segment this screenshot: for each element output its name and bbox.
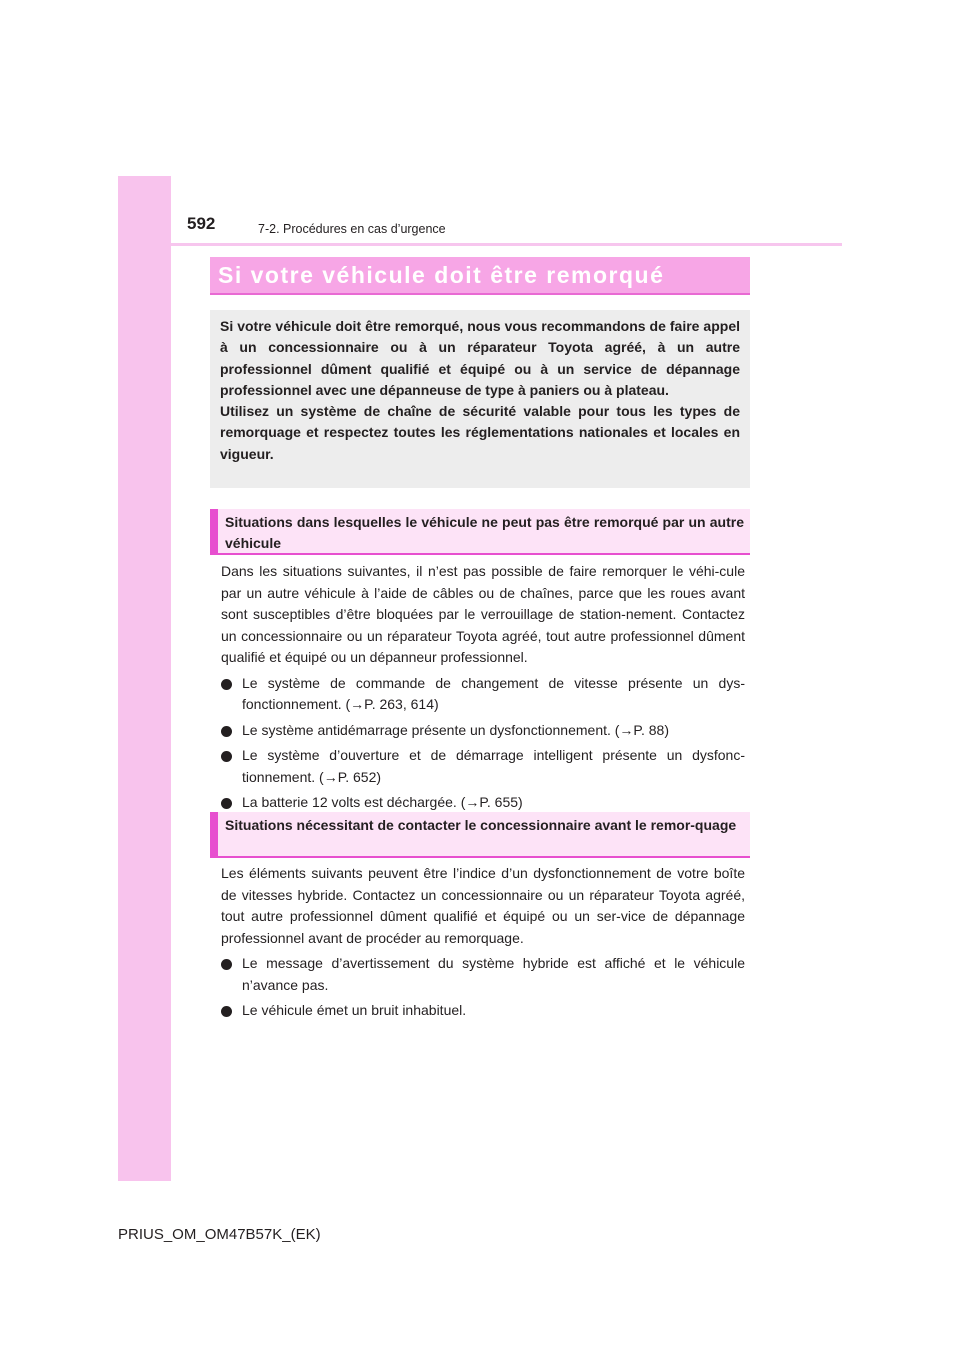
list-item: [221, 745, 745, 788]
bullet-icon: [221, 726, 232, 737]
section-2-paragraph: Les éléments suivants peuvent être l’indice d’un dysfonctionnement de votre boîte de vitesses hybride. Contactez un concessionnaire ou un réparateur Toyota agréé, tout autre professionnel dûment qualifié et équipé ou un ser-vice de dépannage professionnel avant de procéder au remorquage.: [221, 865, 745, 946]
intro-box: [210, 310, 750, 488]
title-bar: [210, 257, 750, 295]
section-2-bullet-list: [221, 953, 745, 1022]
page-title: Si votre véhicule doit être remorqué: [218, 262, 665, 288]
list-item: [221, 792, 745, 814]
intro-paragraph-1: Si votre véhicule doit être remorqué, nous vous recommandons de faire appel à un concessionnaire ou à un réparateur Toyota agréé, à un autre professionnel dûment qualifié et équipé ou à un service de dépannage professionnel avec une dépanneuse de type à paniers ou à plateau.: [220, 318, 740, 398]
list-item-text: Le véhicule émet un bruit inhabituel.: [242, 1002, 467, 1018]
list-item-text: Le système d’ouverture et de démarrage intelligent présente un dysfonc-tionnement. (→P. 652): [242, 747, 745, 785]
bullet-icon: [221, 959, 232, 970]
list-item-text: Le système antidémarrage présente un dysfonctionnement. (→P. 88): [242, 721, 669, 738]
bullet-icon: [221, 679, 232, 690]
list-item: [221, 673, 745, 716]
section-heading-2-text: Situations nécessitant de contacter le concessionnaire avant le remor-quage: [225, 817, 737, 833]
list-item-text: Le système de commande de changement de vitesse présente un dys-fonctionnement. (→P. 263, 614): [242, 674, 745, 712]
page-number: 592: [187, 214, 216, 233]
chapter-side-tab: [118, 176, 171, 1181]
section-heading-1: [210, 509, 750, 555]
section-1-body: [221, 561, 745, 818]
bullet-icon: [221, 751, 232, 762]
section-2-body: [221, 863, 745, 1026]
header-divider: [171, 243, 842, 246]
bullet-icon: [221, 798, 232, 809]
list-item-text: Le message d’avertissement du système hybride est affiché et le véhicule n’avance pas.: [242, 955, 745, 993]
bullet-icon: [221, 1006, 232, 1017]
intro-paragraph-2: Utilisez un système de chaîne de sécurité valable pour tous les types de remorquage et respectez toutes les réglementations nationales et locales en vigueur.: [220, 403, 740, 462]
section-heading-1-text: Situations dans lesquelles le véhicule ne peut pas être remorqué par un autre véhicule: [225, 514, 744, 551]
section-label: 7-2. Procédures en cas d’urgence: [258, 222, 446, 236]
list-item: [221, 720, 745, 742]
list-item: [221, 953, 745, 996]
section-1-bullet-list: [221, 673, 745, 814]
section-1-paragraph: Dans les situations suivantes, il n’est pas possible de faire remorquer le véhi-cule par un autre véhicule à l’aide de câbles ou de chaînes, parce que les roues avant sont susceptibles d’être bloquées par le verrouillage de station-nement. Contactez un concessionnaire ou un réparateur Toyota agréé, tout autre professionnel dûment qualifié et équipé ou un dépanneur professionnel.: [221, 563, 745, 665]
document-footer-code: PRIUS_OM_OM47B57K_(EK): [118, 1226, 321, 1243]
list-item-text: La batterie 12 volts est déchargée. (→P. 655): [242, 794, 523, 810]
section-heading-2: [210, 812, 750, 858]
list-item: [221, 1000, 745, 1022]
